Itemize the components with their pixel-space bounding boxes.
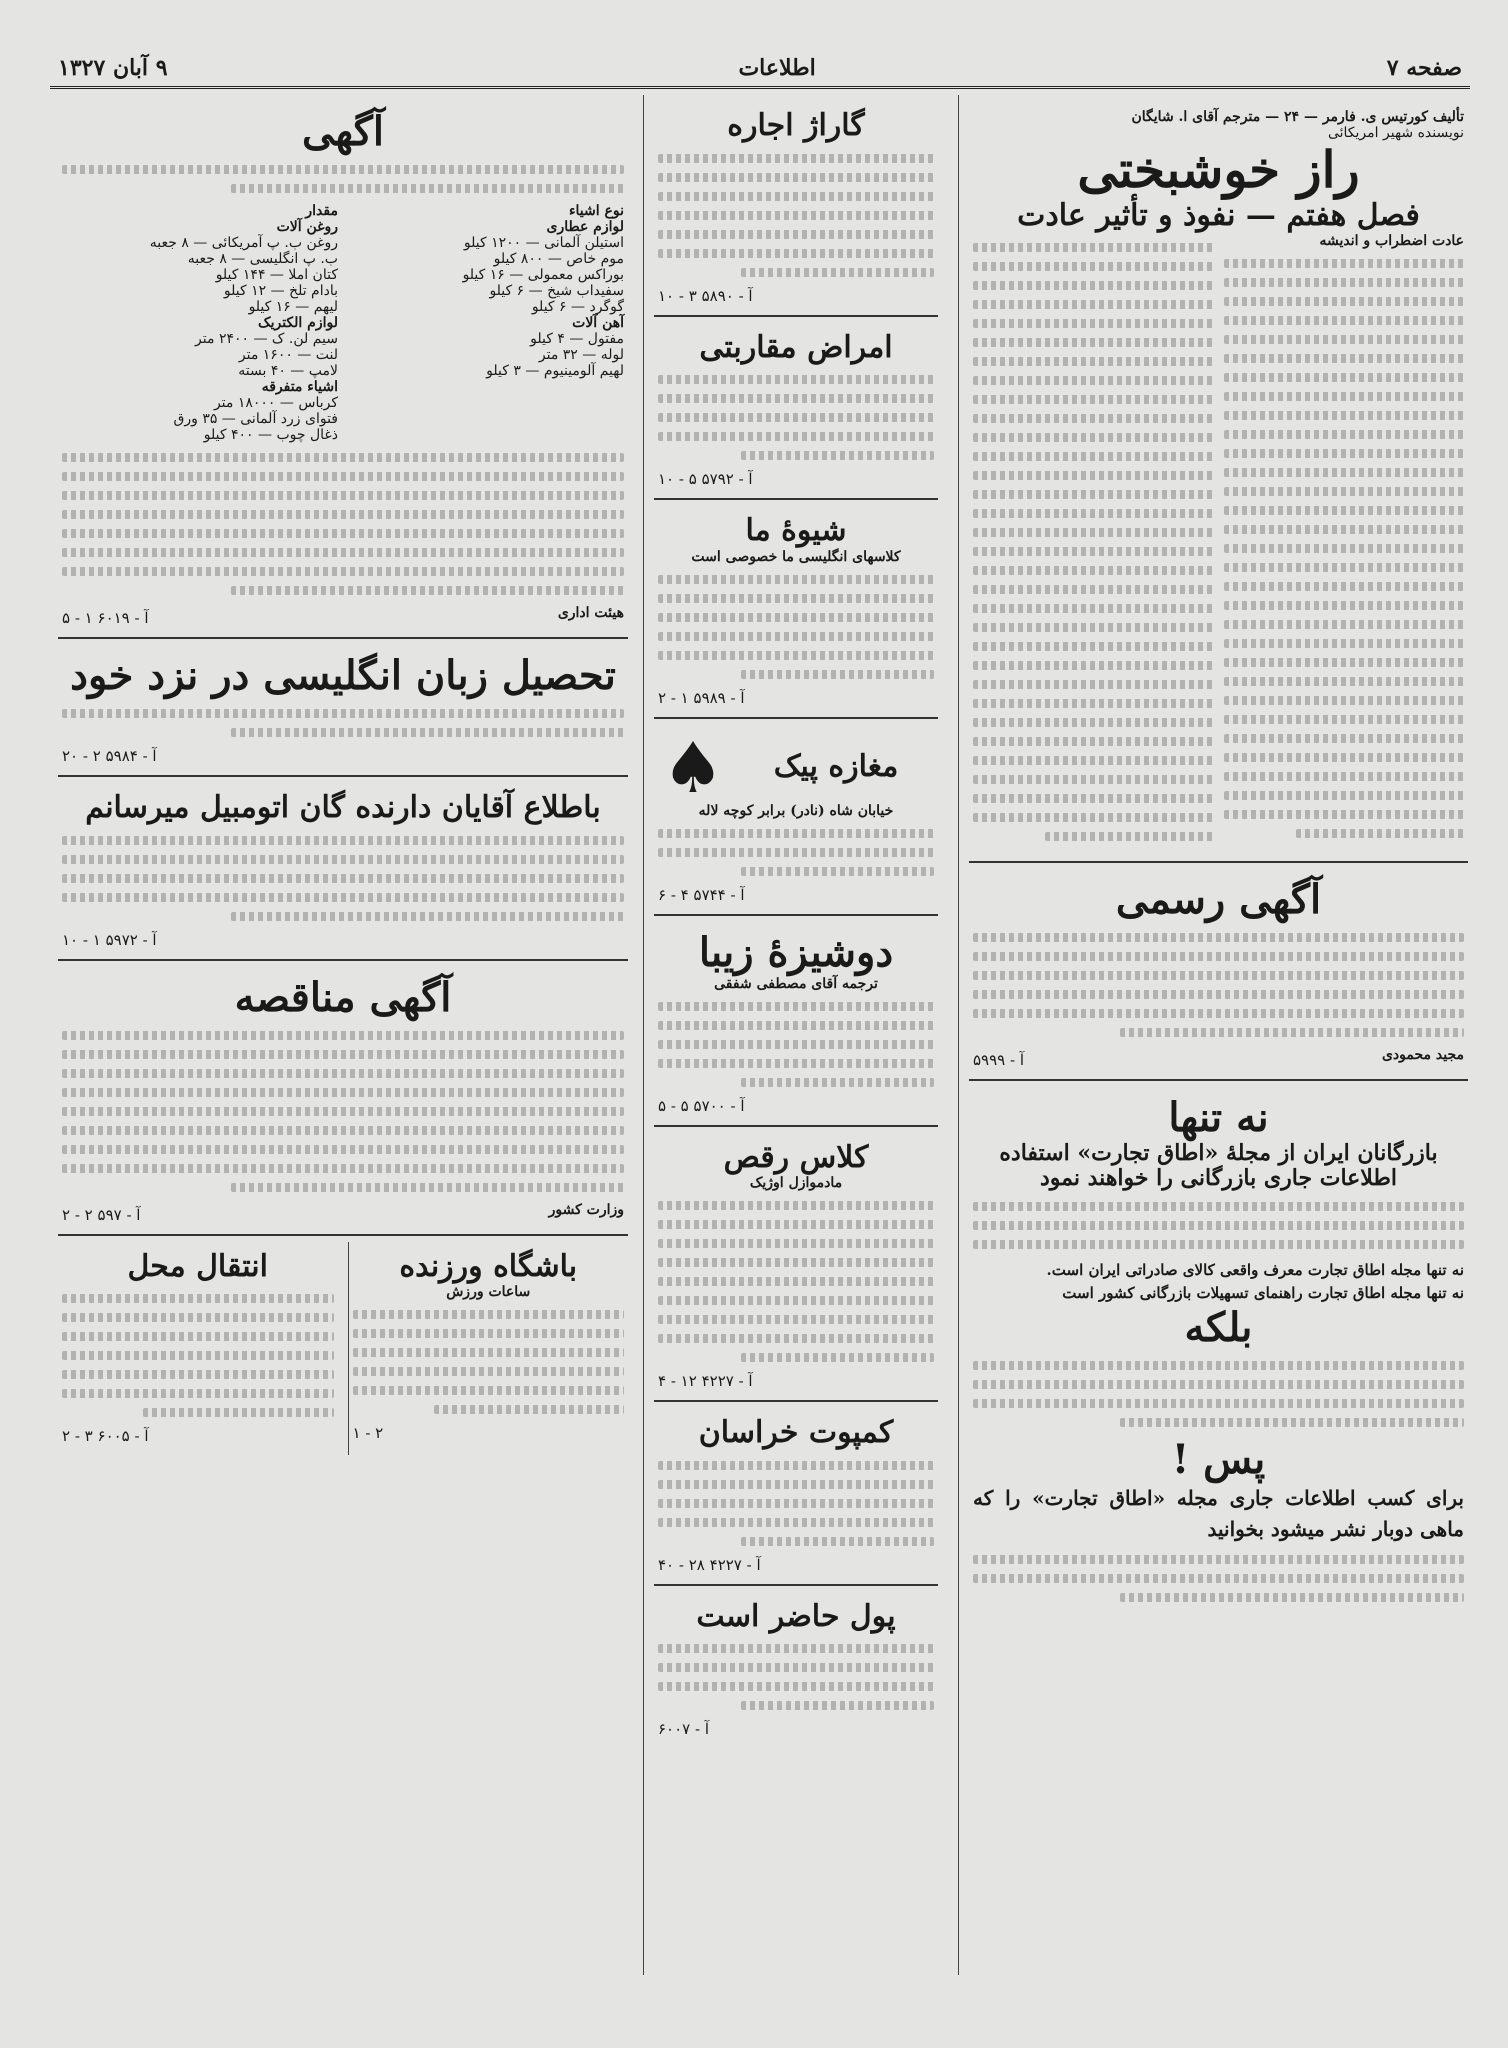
group-item: ب. پ انگلیسی — ۸ جعبه [187, 251, 338, 267]
ad-tender [58, 967, 628, 1236]
shiveh-ref: آ - ۵۹۸۹ ۱ - ۲ [658, 688, 745, 707]
agahi-title: آگهی [302, 108, 384, 155]
peek-ref: آ - ۵۷۴۴ ۴ - ۶ [658, 885, 745, 904]
ad-dance [654, 1133, 938, 1403]
group-item: سفیداب شیخ — ۶ کیلو [489, 283, 624, 299]
group-item: موم خاص — ۸۰۰ کیلو [493, 251, 624, 267]
ad-move [58, 1242, 338, 1456]
move-ref: آ - ۶۰۰۵ ۳ - ۲ [62, 1427, 149, 1445]
closing-text: برای کسب اطلاعات جاری مجله «اطاق تجارت» را که ماهی دوبار نشر میشود بخوانید [973, 1486, 1464, 1542]
article-chapter: فصل هفتم — نفوذ و تأثیر عادت [1017, 197, 1420, 233]
group-item: گوگرد — ۶ کیلو [531, 299, 624, 315]
ad-book [654, 922, 938, 1127]
ad-shiveh [654, 506, 938, 719]
money-title: پول حاضر است [696, 1598, 896, 1634]
group-item: لهیم آلومینیوم — ۳ کیلو [486, 363, 624, 379]
amraz-title: امراض مقاربتی [699, 329, 893, 365]
trade-magazine-ad [969, 1087, 1468, 1622]
author-line: تألیف کورتیس ی. فارمر — ۲۴ — مترجم آقای ا. شایگان [1131, 109, 1464, 125]
pas-title: پس ! [1171, 1436, 1266, 1484]
items-header [62, 203, 624, 219]
money-ref: آ - ۶۰۰۷ [658, 1720, 710, 1739]
book-translator: ترجمه آقای مصطفی شفقی [714, 975, 878, 992]
group-item: فتوای زرد آلمانی — ۳۵ ورق [173, 411, 338, 427]
balke-title: بلکه [1184, 1304, 1253, 1352]
column-left [48, 95, 638, 1975]
author-note: نویسنده شهیر امریکائی [1327, 125, 1464, 141]
na-tanha-sub2: اطلاعات جاری بازرگانی را خواهند نمود [1039, 1165, 1398, 1192]
garage-ref: آ - ۵۸۹۰ ۳ - ۱۰ [658, 286, 753, 305]
official-ref: آ - ۵۹۹۹ [973, 1051, 1025, 1069]
shiveh-sub: کلاسهای انگلیسی ما خصوصی است [691, 548, 901, 565]
article-text-right [1224, 259, 1465, 838]
na-tanha-sub: بازرگانان ایران از مجلهٔ «اطاق تجارت» استفاده [999, 1140, 1438, 1166]
dance-teacher: مادموازل اوژیک [749, 1175, 843, 1192]
group-item: لوله — ۳۲ متر [538, 347, 624, 363]
move-title: انتقال محل [127, 1248, 268, 1284]
paper-name: اطلاعات [738, 55, 816, 81]
article-title: راز خوشبختی [1077, 140, 1360, 199]
group-item: کتان املا — ۱۴۴ کیلو [215, 267, 338, 283]
group-name: لوازم عطاری [546, 219, 624, 235]
ad-english [58, 645, 628, 777]
book-ref: آ - ۵۷۰۰ ۵ - ۵ [658, 1096, 745, 1115]
group-item: لیهم — ۱۶ کیلو [248, 299, 338, 315]
ad-money [654, 1592, 938, 1749]
tender-title: آگهی مناقصه [234, 973, 452, 1021]
ad-agahi-tender [58, 101, 628, 639]
book-title: دوشیزهٔ زیبا [698, 928, 894, 976]
spade-icon: ♠ [661, 726, 725, 809]
ad-club [348, 1242, 629, 1456]
group-item: لامپ — ۴۰ بسته [238, 363, 338, 379]
official-notice [969, 869, 1468, 1081]
ad-compote [654, 1408, 938, 1586]
column-right [958, 95, 1478, 1975]
auto-ref: آ - ۵۹۷۲ ۱ - ۱۰ [62, 930, 157, 949]
article-text-left [973, 243, 1214, 841]
group-item: ذغال چوب — ۴۰۰ کیلو [203, 427, 338, 443]
article-body [973, 233, 1464, 851]
compote-ref: آ - ۴۲۲۷ ۲۸ - ۴۰ [658, 1555, 761, 1574]
compote-title: کمپوت خراسان [698, 1415, 894, 1451]
group-name: اشیاء متفرقه [261, 379, 338, 395]
na-tanha-line: نه تنها مجله اطاق تجارت معرف واقعی کالای صادراتی ایران است. [1046, 1260, 1464, 1279]
club-title: باشگاه ورزنده [399, 1248, 578, 1284]
masthead [50, 50, 1470, 89]
official-title: آگهی رسمی [1115, 876, 1322, 923]
ad-amraz [654, 323, 938, 501]
serial-article [969, 101, 1468, 863]
group-name: آهن آلات [572, 315, 624, 331]
issue-date: ۹ آبان ۱۳۲۷ [58, 55, 168, 81]
shiveh-title: شیوهٔ ما [745, 513, 847, 548]
ad-auto [58, 783, 628, 961]
peek-address: خیابان شاه (نادر) برابر کوچه لاله [698, 802, 894, 819]
official-signoff: مجید محمودی [1381, 1047, 1464, 1063]
group-item: بوراکس معمولی — ۱۶ کیلو [462, 267, 624, 283]
na-tanha-title: نه تنها [1168, 1094, 1269, 1141]
group-name: روغن آلات [276, 219, 338, 235]
tender-signoff: وزارت کشور [548, 1201, 624, 1218]
group-item: کرباس — ۱۸۰۰۰ متر [213, 395, 338, 411]
column-middle [643, 95, 948, 1975]
club-sub: ساعات ورزش [446, 1284, 531, 1300]
group-item: مفتول — ۴ کیلو [530, 331, 624, 347]
club-ref: ۱ - ۲ [352, 1424, 384, 1442]
peek-title: مغازه پیک [773, 749, 899, 785]
na-tanha-line2: نه تنها مجله اطاق تجارت راهنمای تسهیلات بازرگانی کشور است [1062, 1283, 1464, 1302]
article-subhead: عادت اضطراب و اندیشه [1319, 233, 1464, 249]
auto-title: باطلاع آقایان دارنده گان اتومبیل میرسانم [85, 790, 601, 825]
items-groups [62, 219, 624, 443]
group-item: لنت — ۱۶۰۰ متر [238, 347, 338, 363]
group-item: سیم لن. ک — ۲۴۰۰ متر [195, 331, 338, 347]
ad-garage [654, 101, 938, 317]
english-title: تحصیل زبان انگلیسی در نزد خود [70, 652, 616, 699]
dance-ref: آ - ۴۲۲۷ ۱۲ - ۴ [658, 1372, 753, 1391]
bottom-ads [58, 1242, 628, 1462]
group-item: استیلن آلمانی — ۱۲۰۰ کیلو [463, 235, 624, 251]
dance-title: کلاس رقص [723, 1139, 869, 1175]
english-ref: آ - ۵۹۸۴ ۲ - ۲۰ [62, 747, 157, 765]
header-type: نوع اشیاء [568, 203, 624, 219]
group-item: روغن ب. پ آمریکائی — ۸ جعبه [149, 235, 338, 251]
agahi-signoff: هیئت اداری [557, 605, 624, 621]
ad-peek [654, 725, 938, 916]
group-item: بادام تلخ — ۱۲ کیلو [223, 283, 338, 299]
garage-title: گاراژ اجاره [727, 108, 865, 143]
header-amount: مقدار [305, 203, 338, 219]
page-number: صفحه ۷ [1386, 55, 1462, 81]
agahi-ref: آ - ۶۰۱۹ ۱ - ۵ [62, 609, 149, 627]
tender-ref: آ - ۵۹۷ ۲ - ۲ [62, 1205, 141, 1224]
amraz-ref: آ - ۵۷۹۲ ۵ - ۱۰ [658, 470, 753, 488]
group-name: لوازم الکتریک [258, 315, 338, 331]
